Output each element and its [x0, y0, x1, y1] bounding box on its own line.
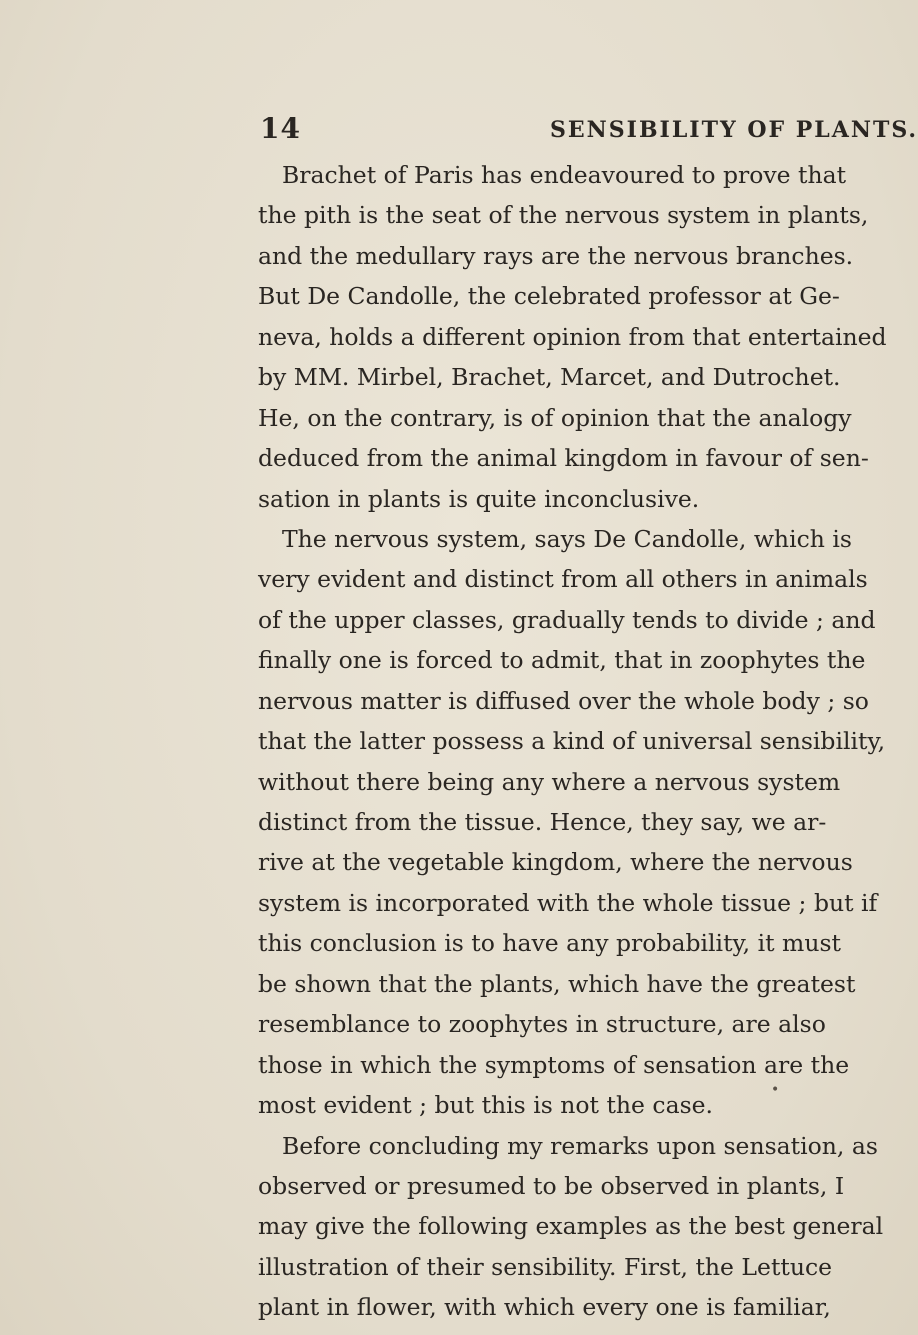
text-line: this conclusion is to have any probability, it must — [258, 929, 841, 958]
text-line: sation in plants is quite inconclusive. — [258, 484, 700, 513]
text-line: and the medullary rays are the nervous branches. — [258, 241, 854, 270]
text-line: The nervous system, says De Candolle, which is — [282, 524, 852, 553]
page-number: 14 — [260, 112, 301, 145]
text-line: very evident and distinct from all others in animals — [258, 565, 868, 594]
text-line: by MM. Mirbel, Brachet, Marcet, and Dutrochet. — [258, 363, 841, 392]
text-line: be shown that the plants, which have the greatest — [258, 969, 856, 998]
text-line: finally one is forced to admit, that in zoophytes the — [258, 646, 866, 675]
body-text — [258, 155, 887, 1328]
text-line: those in which the symptoms of sensation are the — [258, 1050, 850, 1079]
text-line: He, on the contrary, is of opinion that the analogy — [258, 403, 852, 432]
margin-mark: • — [771, 1082, 780, 1098]
text-line: plant in flower, with which every one is familiar, — [258, 1293, 831, 1322]
text-line: without there being any where a nervous system — [258, 767, 841, 796]
text-line: that the latter possess a kind of universal sensibility, — [258, 727, 886, 756]
text-line: most evident ; but this is not the case. — [258, 1091, 714, 1120]
page-header — [260, 112, 918, 152]
running-head: SENSIBILITY OF PLANTS. — [550, 117, 918, 143]
text-line: rive at the vegetable kingdom, where the nervous — [258, 848, 853, 877]
text-line: may give the following examples as the best general — [258, 1212, 884, 1241]
text-line: resemblance to zoophytes in structure, are also — [258, 1010, 826, 1039]
text-line: But De Candolle, the celebrated professor at Ge- — [258, 282, 840, 311]
text-line: the pith is the seat of the nervous system in plants, — [258, 201, 869, 230]
text-line: Brachet of Paris has endeavoured to prove that — [282, 161, 847, 189]
text-line: deduced from the animal kingdom in favour of sen- — [258, 444, 869, 473]
text-line: illustration of their sensibility. First, the Lettuce — [258, 1252, 833, 1281]
text-line: Before concluding my remarks upon sensation, as — [282, 1131, 878, 1160]
text-line: system is incorporated with the whole tissue ; but if — [258, 888, 878, 917]
text-line: observed or presumed to be observed in plants, I — [258, 1171, 845, 1200]
text-line: neva, holds a different opinion from that entertained — [258, 322, 887, 351]
text-line: nervous matter is diffused over the whole body ; so — [258, 686, 869, 715]
text-line: of the upper classes, gradually tends to divide ; and — [258, 605, 876, 634]
text-line: distinct from the tissue. Hence, they say, we ar- — [258, 808, 827, 836]
